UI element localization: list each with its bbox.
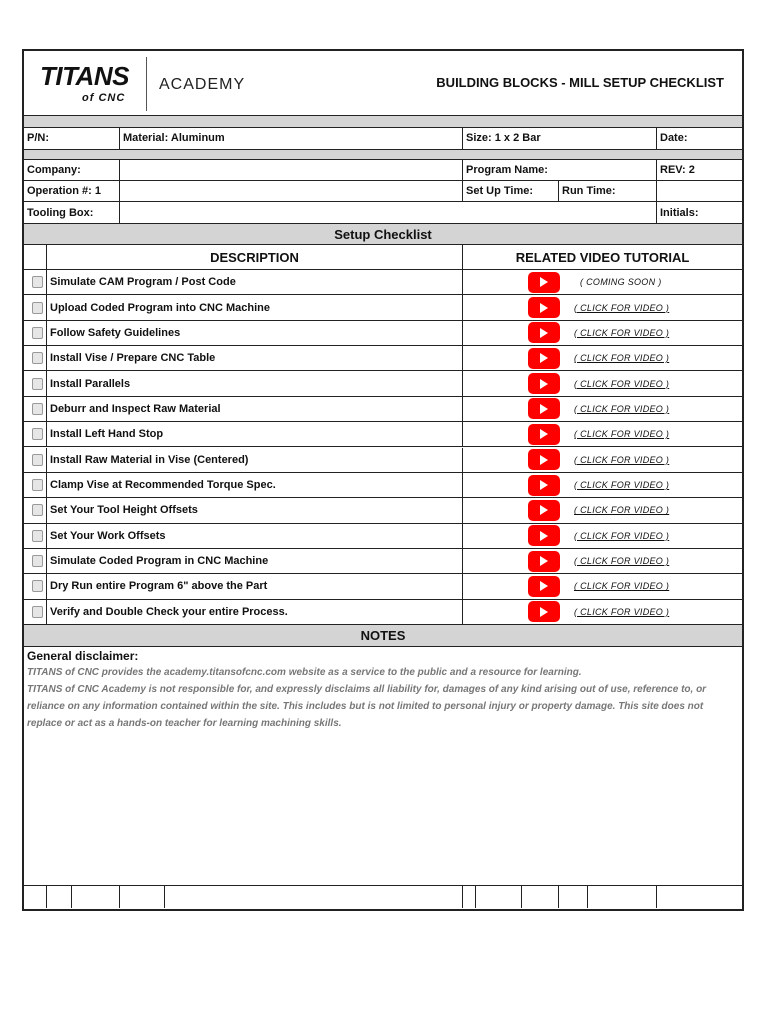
company-input[interactable]	[120, 160, 463, 181]
checkbox[interactable]	[32, 428, 43, 440]
disclaimer-line: replace or act as a hands-on teacher for learning machining skills.	[27, 718, 342, 729]
video-cell	[463, 549, 742, 574]
video-header: RELATED VIDEO TUTORIAL	[463, 245, 742, 270]
video-link[interactable]: ( CLICK FOR VIDEO )	[574, 556, 670, 567]
youtube-play-icon[interactable]	[528, 322, 560, 343]
video-cell	[463, 295, 742, 320]
checkbox-cell	[24, 397, 47, 422]
video-cell	[463, 574, 742, 599]
size-field: Size: 1 x 2 Bar	[463, 127, 657, 150]
disclaimer-line: TITANS of CNC Academy is not responsible for, and expressly disclaims all liability for, damages of any kind arising out of use, reference to, or	[27, 684, 707, 695]
video-link[interactable]: ( CLICK FOR VIDEO )	[574, 353, 670, 364]
checklist-item-label: Set Your Work Offsets	[47, 524, 463, 549]
blank-field	[657, 181, 742, 202]
checkbox-cell	[24, 574, 47, 599]
checkbox-cell	[24, 448, 47, 473]
program-name-field: Program Name:	[463, 160, 657, 181]
form-header	[24, 51, 742, 116]
youtube-play-icon[interactable]	[528, 297, 560, 318]
video-cell	[463, 397, 742, 422]
checklist-item-label: Simulate Coded Program in CNC Machine	[47, 549, 463, 574]
checkbox-cell	[24, 270, 47, 295]
checklist-item-label: Install Left Hand Stop	[47, 422, 463, 447]
setup-time-field: Set Up Time:	[463, 181, 559, 202]
setup-checklist-heading: Setup Checklist	[24, 224, 742, 245]
footer-cell	[120, 886, 165, 908]
youtube-play-icon[interactable]	[528, 272, 560, 293]
checkbox[interactable]	[32, 454, 43, 466]
video-link[interactable]: ( CLICK FOR VIDEO )	[574, 302, 670, 313]
youtube-play-icon[interactable]	[528, 348, 560, 369]
video-cell	[463, 448, 742, 473]
youtube-play-icon[interactable]	[528, 424, 560, 445]
notes-body	[24, 647, 742, 886]
youtube-play-icon[interactable]	[528, 449, 560, 470]
checkbox[interactable]	[32, 276, 43, 288]
checklist-item-label: Verify and Double Check your entire Process.	[47, 600, 463, 625]
footer-cell	[72, 886, 120, 908]
checkbox[interactable]	[32, 530, 43, 542]
checkbox-cell	[24, 600, 47, 625]
video-cell	[463, 270, 742, 295]
checkbox-cell	[24, 371, 47, 396]
youtube-play-icon[interactable]	[528, 398, 560, 419]
operation-label: Operation #: 1	[24, 181, 120, 202]
initials-field: Initials:	[657, 202, 742, 224]
footer-cell	[588, 886, 657, 908]
footer-cell	[657, 886, 742, 908]
checkbox[interactable]	[32, 580, 43, 592]
disclaimer-heading: General disclaimer:	[27, 649, 139, 663]
youtube-play-icon[interactable]	[528, 373, 560, 394]
checkbox[interactable]	[32, 606, 43, 618]
spacer-bar	[24, 150, 742, 160]
video-link[interactable]: ( CLICK FOR VIDEO )	[574, 606, 670, 617]
checklist-item-label: Dry Run entire Program 6" above the Part	[47, 574, 463, 599]
youtube-play-icon[interactable]	[528, 576, 560, 597]
checklist-item-label: Follow Safety Guidelines	[47, 321, 463, 346]
checkbox[interactable]	[32, 352, 43, 364]
coming-soon-label: ( COMING SOON )	[580, 277, 662, 288]
notes-heading: NOTES	[24, 625, 742, 647]
checkbox-cell	[24, 498, 47, 523]
checklist-item-label: Deburr and Inspect Raw Material	[47, 397, 463, 422]
rev-field: REV: 2	[657, 160, 742, 181]
footer-cell	[47, 886, 72, 908]
checklist-form	[22, 49, 744, 911]
video-cell	[463, 422, 742, 447]
checklist-item-label: Install Vise / Prepare CNC Table	[47, 346, 463, 371]
video-cell	[463, 371, 742, 396]
video-link[interactable]: ( CLICK FOR VIDEO )	[574, 581, 670, 592]
form-title: BUILDING BLOCKS - MILL SETUP CHECKLIST	[436, 75, 724, 90]
video-link[interactable]: ( CLICK FOR VIDEO )	[574, 530, 670, 541]
checkbox-cell	[24, 321, 47, 346]
checkbox-cell	[24, 422, 47, 447]
checkbox[interactable]	[32, 479, 43, 491]
footer-cell	[476, 886, 522, 908]
blank-header	[24, 245, 47, 270]
youtube-play-icon[interactable]	[528, 525, 560, 546]
checkbox-cell	[24, 346, 47, 371]
video-cell	[463, 524, 742, 549]
disclaimer-line: TITANS of CNC provides the academy.titansofcnc.com website as a service to the public and a resource for learning.	[27, 667, 582, 678]
youtube-play-icon[interactable]	[528, 601, 560, 622]
checkbox[interactable]	[32, 378, 43, 390]
operation-input[interactable]	[120, 181, 463, 202]
video-link[interactable]: ( CLICK FOR VIDEO )	[574, 378, 670, 389]
video-link[interactable]: ( CLICK FOR VIDEO )	[574, 505, 670, 516]
footer-cell	[24, 886, 47, 908]
checklist-item-label: Install Raw Material in Vise (Centered)	[47, 448, 463, 473]
video-cell	[463, 346, 742, 371]
date-field: Date:	[657, 127, 742, 150]
checkbox-cell	[24, 295, 47, 320]
checkbox[interactable]	[32, 302, 43, 314]
logo-academy: ACADEMY	[159, 76, 246, 93]
checkbox-cell	[24, 473, 47, 498]
youtube-play-icon[interactable]	[528, 475, 560, 496]
pn-field: P/N:	[24, 127, 120, 150]
video-link[interactable]: ( CLICK FOR VIDEO )	[574, 327, 670, 338]
run-time-field: Run Time:	[559, 181, 657, 202]
checkbox[interactable]	[32, 555, 43, 567]
company-label: Company:	[24, 160, 120, 181]
checkbox[interactable]	[32, 403, 43, 415]
checkbox[interactable]	[32, 327, 43, 339]
description-header: DESCRIPTION	[47, 245, 463, 270]
footer-cell	[522, 886, 559, 908]
checkbox[interactable]	[32, 504, 43, 516]
video-link[interactable]: ( CLICK FOR VIDEO )	[574, 480, 670, 491]
video-link[interactable]: ( CLICK FOR VIDEO )	[574, 429, 670, 440]
video-cell	[463, 473, 742, 498]
checkbox-cell	[24, 549, 47, 574]
youtube-play-icon[interactable]	[528, 551, 560, 572]
footer-cell	[559, 886, 588, 908]
checklist-item-label: Set Your Tool Height Offsets	[47, 498, 463, 523]
logo-titans: TITANS	[40, 61, 129, 91]
footer-cell	[165, 886, 463, 908]
video-cell	[463, 321, 742, 346]
checklist-item-label: Simulate CAM Program / Post Code	[47, 270, 463, 295]
logo-of-cnc: of CNC	[82, 92, 126, 104]
checkbox-cell	[24, 524, 47, 549]
checklist-item-label: Clamp Vise at Recommended Torque Spec.	[47, 473, 463, 498]
footer-cell	[463, 886, 476, 908]
youtube-play-icon[interactable]	[528, 500, 560, 521]
tooling-box-input[interactable]	[120, 202, 657, 224]
checklist-item-label: Install Parallels	[47, 371, 463, 396]
tooling-box-label: Tooling Box:	[24, 202, 120, 224]
checklist-item-label: Upload Coded Program into CNC Machine	[47, 295, 463, 320]
logo-divider	[146, 57, 147, 111]
material-field: Material: Aluminum	[120, 127, 463, 150]
video-link[interactable]: ( CLICK FOR VIDEO )	[574, 454, 670, 465]
video-cell	[463, 498, 742, 523]
disclaimer-line: reliance on any information contained within the site. This includes but is not limited to personal injury or property damage. This site does not	[27, 701, 704, 712]
video-cell	[463, 600, 742, 625]
video-link[interactable]: ( CLICK FOR VIDEO )	[574, 403, 670, 414]
